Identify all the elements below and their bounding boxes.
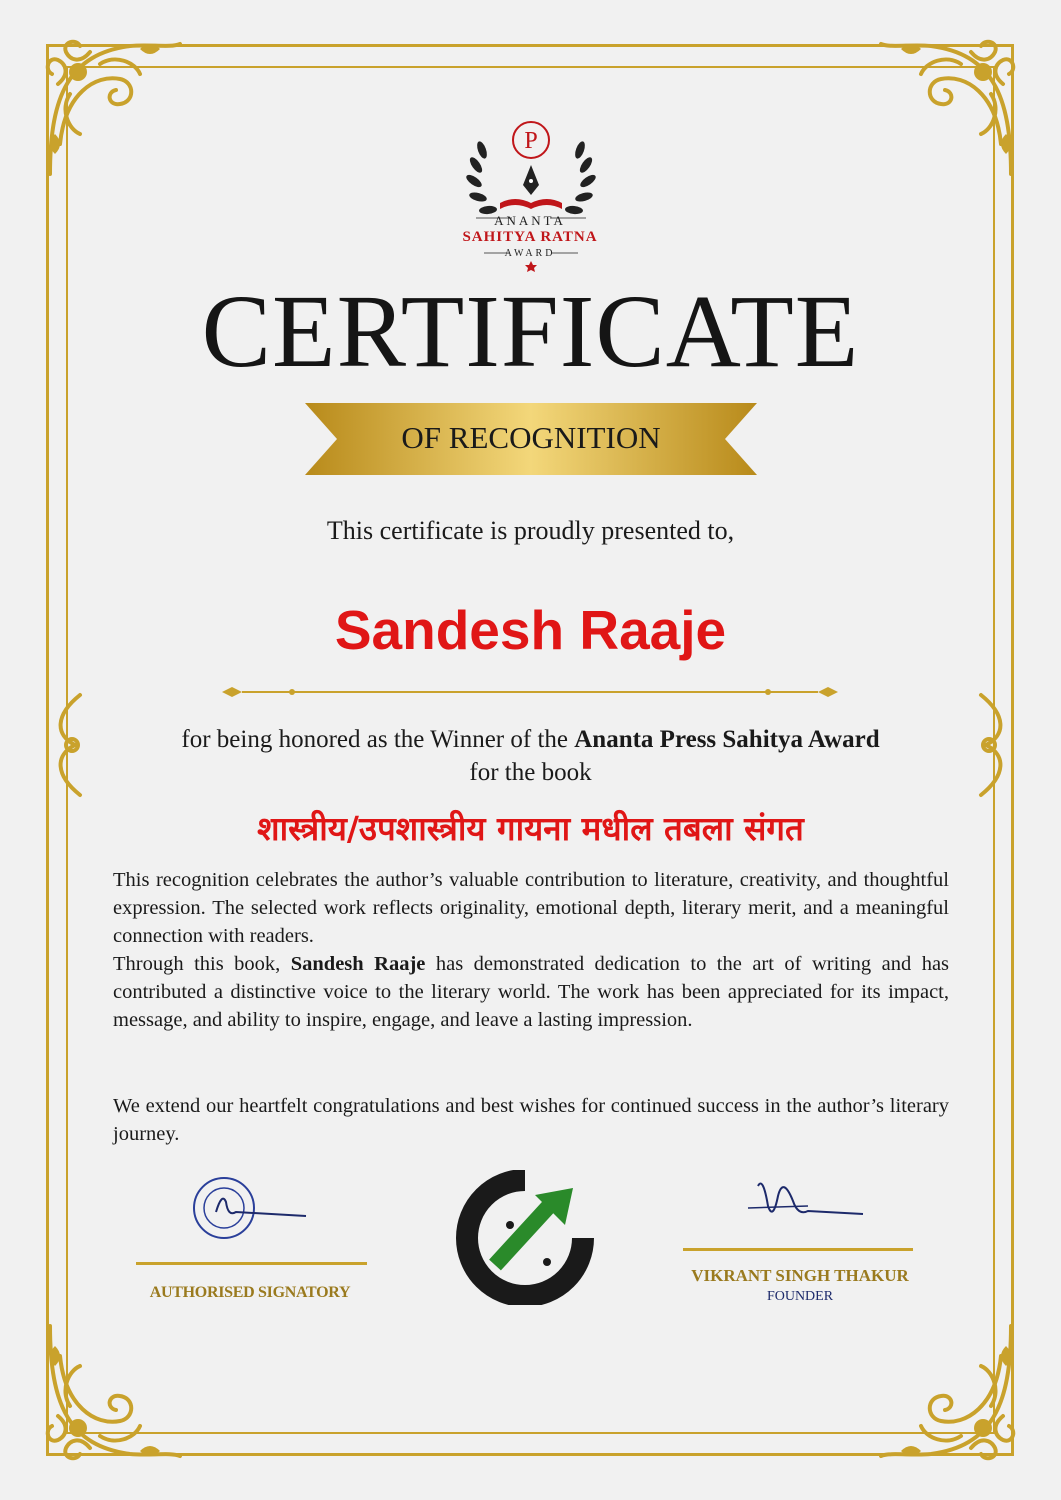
divider-ornament-icon [222,683,838,701]
corner-ornament-icon [40,1316,190,1466]
body-p2-suffix: has demonstrated dedication to the art of writing and has contributed a distinctive voice to the literary world. The work has been appreciated for its impact, message, and ability to inspire, engage, and leave a lasting impression. [113,953,950,1031]
recipient-name: Sandesh Raaje [334,599,727,661]
honor-suffix: for the book [469,759,592,786]
corner-ornament-icon [871,34,1021,184]
honor-prefix: for being honored as the Winner of the [181,726,568,753]
svg-text:P: P [524,128,538,154]
certificate-title: CERTIFICATE [201,274,860,389]
body-paragraph-1: This recognition celebrates the author’s valuable contribution to literature, creativity, and thoughtful expression. The selected work reflects originality, emotional depth, literary merit, and a meaningful connection with readers. [113,869,949,947]
honor-statement [100,723,961,789]
congrats-text: We extend our heartfelt congratulations and best wishes for continued success in the author’s literary journey. [113,1095,949,1145]
founder-role: FOUNDER [766,1289,834,1304]
signature-line-left [136,1262,367,1265]
founder-name: VIKRANT SINGH THAKUR [691,1266,909,1285]
body-text [113,866,949,1034]
corner-ornament-icon [40,34,190,184]
logo-line-award: AWARD [504,248,556,259]
certificate-subtitle: OF RECOGNITION [401,420,661,455]
press-stamp-icon [186,1172,316,1244]
body-paragraph-2 [113,950,949,1034]
logo-line-sahitya-ratna: SAHITYA RATNA [462,229,598,245]
authorised-signatory-label: AUTHORISED SIGNATORY [149,1284,351,1301]
logo-line-ananta: ANANTA [494,213,566,228]
award-name: Ananta Press Sahitya Award [574,726,880,753]
signature-line-right [683,1248,913,1251]
presented-text: This certificate is proudly presented to, [326,516,735,545]
side-ornament-icon [971,690,1011,800]
side-ornament-icon [50,690,90,800]
body-p2-name: Sandesh Raaje [290,953,426,975]
press-logo-icon [455,1170,595,1305]
founder-signature-icon [738,1166,868,1236]
corner-ornament-icon [871,1316,1021,1466]
book-title: शास्त्रीय/उपशास्त्रीय गायना मधील तबला संगत [257,809,804,848]
body-p2-prefix: Through this book, [113,953,281,975]
